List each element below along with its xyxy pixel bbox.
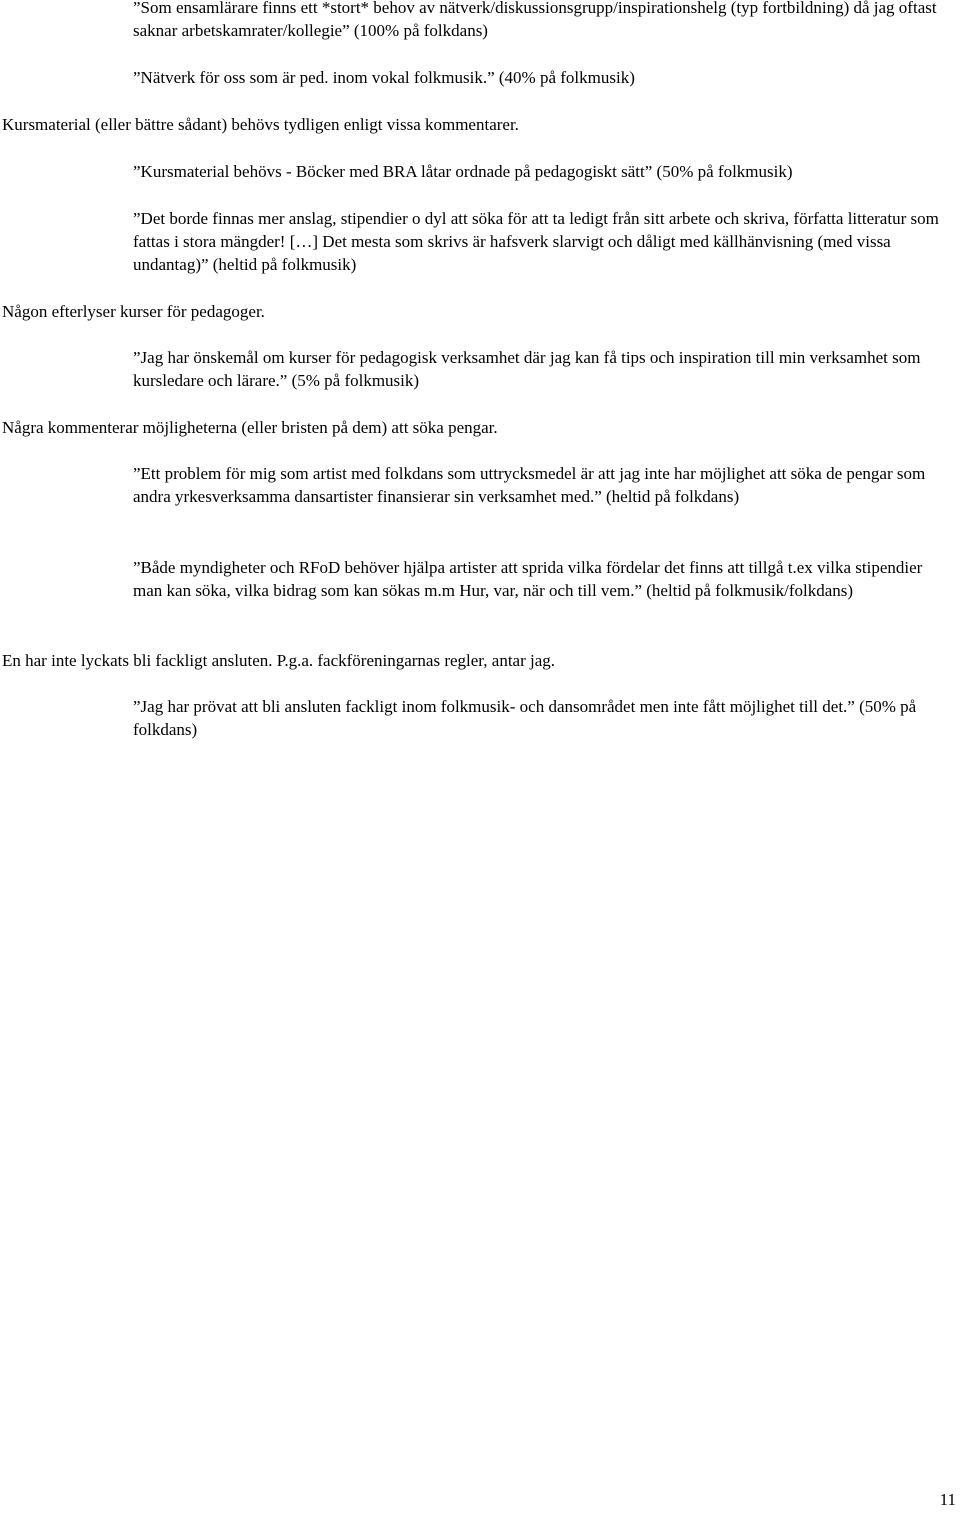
quote-grants-writing: ”Det borde finnas mer anslag, stipendier o dyl att söka för att ta ledigt från sitt arbete och skriva, författa litteratur som fattas i stora mängder! […] Det mesta som skrivs är hafsverk slarvigt och dåligt med källhänvisning (med vissa undantag)” (heltid på folkmusik) <box>133 209 939 274</box>
section-funding: Några kommenterar möjligheterna (eller bristen på dem) att söka pengar. <box>2 418 498 437</box>
section-union: En har inte lyckats bli fackligt ansluten. P.g.a. fackföreningarnas regler, antar jag. <box>2 651 556 670</box>
section-pedagogue-courses: Någon efterlyser kurser för pedagoger. <box>2 302 265 321</box>
quote-network-vocal-folk: ”Nätverk för oss som är ped. inom vokal folkmusik.” (40% på folkmusik) <box>133 68 635 87</box>
quote-union-membership: ”Jag har prövat att bli ansluten fackligt inom folkmusik- och dansområdet men inte fått möjlighet till det.” (50% på folkdans) <box>133 697 917 739</box>
quote-network-solo-teacher: ”Som ensamlärare finns ett *stort* behov av nätverk/diskussionsgrupp/inspirationshelg (typ fortbildning) då jag oftast saknar arbetskamrater/kollegie” (100% på folkdans) <box>133 0 937 40</box>
quote-course-material-books: ”Kursmaterial behövs - Böcker med BRA låtar ordnade på pedagogiskt sätt” (50% på folkmusik) <box>133 162 793 181</box>
page-number: 11 <box>939 1490 956 1509</box>
quote-pedagogical-courses: ”Jag har önskemål om kurser för pedagogisk verksamhet där jag kan få tips och inspiration till min verksamhet som kursledare och lärare.” (5% på folkmusik) <box>133 348 921 390</box>
quote-authorities-rfod: ”Både myndigheter och RFoD behöver hjälpa artister att sprida vilka fördelar det finns att tillgå t.ex vilka stipendier man kan söka, vilka bidrag som kan sökas m.m Hur, var, när och till vem.” (heltid på folkmusik/folkdans) <box>133 558 923 600</box>
quote-funding-folkdans: ”Ett problem för mig som artist med folkdans som uttrycksmedel är att jag inte har möjlighet att söka de pengar som andra yrkesverksamma dansartister finansierar sin verksamhet med.” (heltid på folkdans) <box>133 464 926 506</box>
section-course-material: Kursmaterial (eller bättre sådant) behövs tydligen enligt vissa kommentarer. <box>2 115 519 134</box>
